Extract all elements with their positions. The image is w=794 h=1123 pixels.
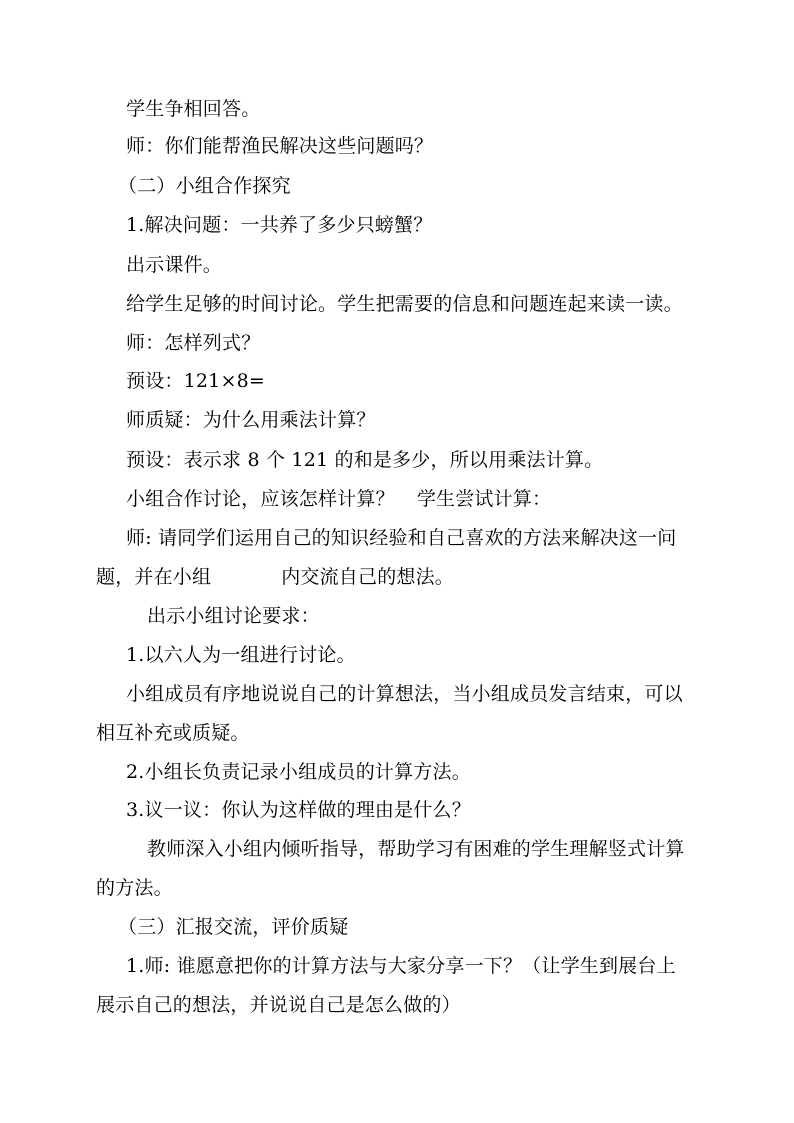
paragraph-line (96, 565, 454, 589)
paragraph-line: 师：你们能帮渔民解决这些问题吗？ (126, 135, 434, 157)
paragraph-line (126, 487, 551, 511)
paragraph-line: 师质疑：为什么用乘法计算？ (126, 409, 376, 431)
paragraph-line: 教师深入小组内倾听指导，帮助学习有困难的学生理解竖式计算 (147, 838, 685, 860)
section-heading: （三）汇报交流，评价质疑 (118, 916, 349, 938)
paragraph-line: 给学生足够的时间讨论。学生把需要的信息和问题连起来读一读。 (126, 293, 683, 315)
paragraph-line: 预设：121×8= (126, 370, 265, 392)
paragraph-line: 1.解决问题：一共养了多少只螃蟹？ (126, 214, 433, 236)
section-heading: （二）小组合作探究 (118, 175, 291, 197)
list-item: 1.师: 谁愿意把你的计算方法与大家分享一下？（让学生到展台上 (126, 955, 676, 977)
paragraph-line: 师：怎样列式？ (126, 332, 261, 354)
paragraph-line: 展示自己的想法，并说说自己是怎么做的） (96, 994, 461, 1016)
discussion-text: 小组合作讨论，应该怎样计算？ (126, 488, 395, 510)
paragraph-line: 出示小组讨论要求： (147, 605, 320, 627)
paragraph-line: 师: 请同学们运用自己的知识经验和自己喜欢的方法来解决这一问 (126, 527, 677, 549)
line-part: 题，并在小组 (96, 566, 212, 588)
paragraph-line: 学生争相回答。 (126, 98, 261, 120)
list-item: 3.议一议：你认为这样做的理由是什么？ (126, 799, 471, 821)
paragraph-line: 相互补充或质疑。 (96, 722, 250, 744)
paragraph-line: 预设：表示求 8 个 121 的和是多少，所以用乘法计算。 (126, 449, 604, 471)
list-item: 2.小组长负责记录小组成员的计算方法。 (126, 761, 471, 783)
paragraph-line: 的方法。 (96, 877, 173, 899)
list-item: 1.以六人为一组进行讨论。 (126, 644, 356, 666)
paragraph-line: 小组成员有序地说说自己的计算想法，当小组成员发言结束，可以 (126, 683, 683, 705)
paragraph-line: 出示课件。 (126, 254, 223, 276)
student-attempt-text: 学生尝试计算： (416, 488, 552, 510)
line-part: 内交流自己的想法。 (281, 566, 455, 588)
